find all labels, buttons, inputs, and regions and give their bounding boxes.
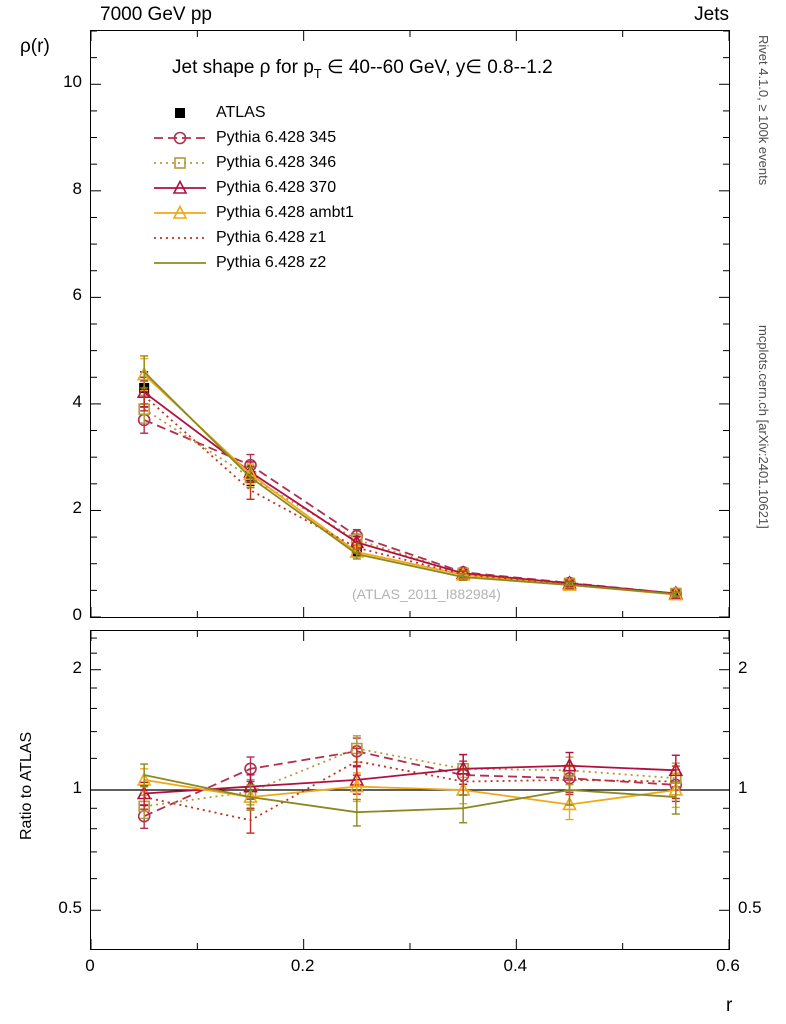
analysis-watermark: (ATLAS_2011_I882984) [352,586,501,602]
legend-item [152,100,412,125]
plot-title-pre: Jet shape ρ for p [172,57,314,78]
x-tick-label: 0.6 [716,956,740,975]
legend-item [152,150,412,175]
plot-title-sub: T [313,65,322,81]
plot-title-post: ∈ 40--60 GeV, y∈ 0.8--1.2 [321,57,553,78]
y-tick-label-ratio-right: 1 [738,778,748,797]
legend-label: Pythia 6.428 z1 [216,228,327,246]
legend-item [152,200,412,225]
x-axis-title: r [726,995,733,1016]
ratio-plot-panel [90,630,730,950]
y-tick-label-ratio-right: 0.5 [738,898,762,918]
y-tick-label-ratio: 0.5 [58,898,82,918]
ratio-data-series [138,736,682,833]
legend-item [152,250,412,275]
legend-label: ATLAS [216,103,266,121]
legend-label: Pythia 6.428 346 [216,153,337,171]
legend-key-icon [152,103,208,123]
x-tick-label: 0 [85,956,95,975]
y-tick-label-main: 10 [63,72,82,92]
legend-label: Pythia 6.428 ambt1 [216,203,354,221]
y-axis-title-ratio: Ratio to ATLAS [18,731,35,840]
legend-label: Pythia 6.428 345 [216,128,337,146]
legend-item [152,125,412,150]
y-axis-title-main: ρ(r) [20,36,50,57]
y-tick-label-ratio: 1 [72,778,82,797]
arxiv-label: mcplots.cern.ch [arXiv:2401.10621] [756,325,771,529]
ratio-plot-area [91,631,729,949]
x-tick-label: 0.2 [290,956,315,975]
plot-header [0,0,786,30]
legend-key-icon [152,178,208,198]
y-tick-label-main: 4 [72,391,82,411]
y-tick-label-main: 2 [72,498,82,518]
y-tick-label-ratio: 2 [72,657,82,677]
legend-item [152,225,412,250]
x-tick-label: 0.4 [503,956,528,975]
legend-key-icon [152,203,208,223]
beam-label: 7000 GeV pp [100,4,212,25]
y-tick-label-ratio-right: 2 [738,657,748,677]
y-tick-label-main: 6 [72,285,82,305]
rivet-version-label: Rivet 4.1.0, ≥ 100k events [756,35,771,186]
ratio-plot-svg [91,631,729,949]
main-data-series [138,356,682,600]
legend-key-icon [152,153,208,173]
legend-key-icon [152,228,208,248]
legend-key-icon [152,128,208,148]
legend [152,100,412,275]
plot-title [172,56,553,81]
legend-item [152,175,412,200]
y-tick-label-main: 0 [72,605,82,624]
y-tick-label-main: 8 [72,178,82,198]
legend-label: Pythia 6.428 370 [216,178,337,196]
legend-label: Pythia 6.428 z2 [216,253,327,271]
analysis-label: Jets [694,4,729,25]
legend-key-icon [152,253,208,273]
